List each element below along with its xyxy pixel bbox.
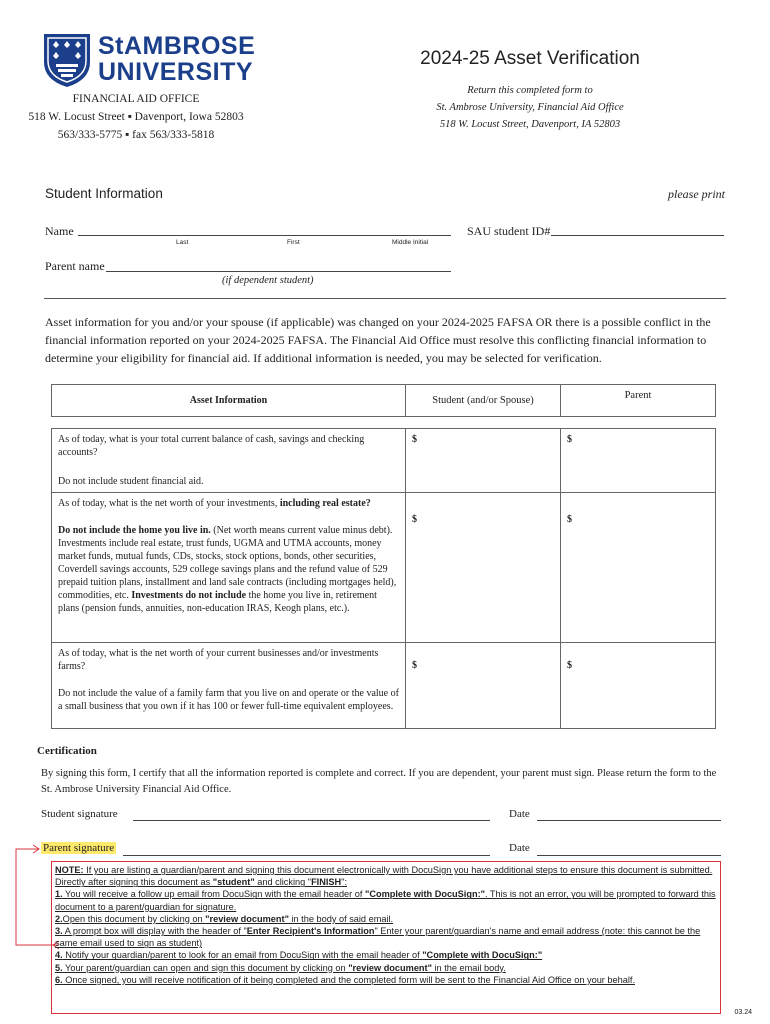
last-name-hint: Last	[176, 239, 189, 246]
row2-bold2: Investments do not include	[131, 590, 247, 601]
logo-text-line1: StAMBROSE	[98, 32, 256, 60]
student-date-field[interactable]	[537, 820, 721, 821]
row2-question-cell	[52, 493, 406, 643]
middle-initial-hint: Middle Initial	[392, 239, 429, 246]
row3-question: As of today, what is the net worth of your current businesses and/or investments farms?	[58, 648, 379, 672]
please-print-note: please print	[668, 187, 725, 201]
return-line2: St. Ambrose University, Financial Aid Office	[436, 102, 624, 113]
row1-question-cell	[52, 429, 406, 493]
parent-signature-label: Parent signature	[43, 842, 115, 854]
office-address-block	[20, 90, 252, 144]
sau-id-label: SAU student ID#	[467, 224, 551, 238]
parent-name-label: Parent name	[45, 259, 105, 273]
name-field[interactable]	[78, 235, 451, 236]
note-step-2: 2.Open this document by clicking on "review document" in the body of said email.	[55, 913, 394, 924]
return-line1: Return this completed form to	[467, 85, 593, 96]
spacer-row	[52, 417, 716, 429]
office-phone: 563/333-5775 ▪ fax 563/333-5818	[57, 129, 215, 141]
table-header-row	[52, 385, 716, 417]
office-name: FINANCIAL AID OFFICE	[72, 93, 200, 105]
form-title: 2024-25 Asset Verification	[420, 48, 640, 69]
table-row	[52, 643, 716, 729]
divider	[44, 298, 726, 299]
return-to-block	[380, 82, 680, 133]
row2-student-amount[interactable]: $	[406, 493, 561, 643]
student-date-label: Date	[509, 808, 530, 820]
asset-table	[51, 384, 716, 729]
version-label: 03.24	[734, 1009, 752, 1016]
logo-text-line2: UNIVERSITY	[98, 58, 254, 86]
note-step-6: 6. Once signed, you will receive notification of it being completed and the completed form will be sent to the Financial Aid Office on your behalf.	[55, 974, 635, 985]
docusign-note-box	[51, 861, 721, 1014]
student-signature-label: Student signature	[41, 808, 118, 820]
shield-icon	[42, 32, 92, 88]
note-intro: NOTE: If you are listing a guardian/parent and signing this document electronically with DocuSign you have additional steps to ensure this document is submitted. Directly after signing this document as "student" and clicking "FINISH":	[55, 865, 713, 888]
row2-question-bold: including real estate?	[279, 498, 371, 509]
parent-signature-field[interactable]	[123, 855, 490, 856]
student-info-heading: Student Information	[45, 186, 163, 201]
note-step-5: 5. Your parent/guardian can open and sign this document by clicking on "review document" in the email body.	[55, 962, 506, 973]
row2-details	[58, 524, 399, 615]
row2-text2: the home you live in, retirement plans (pension funds, annuities, non-education IRAS, Keogh plans, etc.).	[58, 590, 377, 614]
col-student-header: Student (and/or Spouse)	[406, 385, 561, 417]
university-logo	[42, 32, 256, 88]
parent-name-field[interactable]	[106, 271, 451, 272]
row2-text1: (Net worth means current value minus debt). Investments include real estate, trust funds, UGMA and UTMA accounts, money market funds, mutual funds, CDs, stocks, stock options, bonds, other securities, Coverdell savings accounts, 529 college savings plans and the refund value of 529 prepaid tuition plans, installment and land sale contracts (including mortgages held), commodities, etc.	[58, 525, 397, 601]
row1-parent-amount[interactable]: $	[561, 429, 716, 493]
row2-question	[58, 497, 399, 510]
row3-note: Do not include the value of a family farm that you live on and operate or the value of a small business that you own if it has 100 or fewer full-time equivalent employees.	[58, 688, 399, 712]
certification-heading: Certification	[37, 745, 97, 757]
note-step-3: 3. A prompt box will display with the header of "Enter Recipient's Information" Enter your parent/guardian's name and email address (note: this cannot be the same email used to sign as student)	[55, 926, 701, 949]
row3-parent-amount[interactable]: $	[561, 643, 716, 729]
row3-question-cell	[52, 643, 406, 729]
certification-text: By signing this form, I certify that all the information reported is complete and correct. If you are dependent, your parent must sign. Please return the form to the St. Ambrose University Financial Aid Office.	[41, 768, 717, 795]
dependent-note: (if dependent student)	[222, 275, 314, 286]
table-row	[52, 493, 716, 643]
col-parent-header: Parent	[561, 385, 716, 417]
row1-note: Do not include student financial aid.	[58, 476, 204, 487]
row2-bold1: Do not include the home you live in.	[58, 525, 211, 536]
table-row	[52, 429, 716, 493]
name-label: Name	[45, 224, 74, 238]
intro-paragraph: Asset information for you and/or your spouse (if applicable) was changed on your 2024-2025 FAFSA OR there is a possible conflict in the financial information reported on your 2024-2025 FAFSA. The Financial Aid Office must resolve this conflicting financial information to determine your eligibility for financial aid. If additional information is needed, you may be selected for verification.	[45, 315, 711, 365]
office-address: 518 W. Locust Street ▪ Davenport, Iowa 52803	[28, 111, 244, 123]
note-step-4: 4. Notify your guardian/parent to look for an email from DocuSign with the email header of "Complete with DocuSign:"	[55, 950, 543, 961]
row1-student-amount[interactable]: $	[406, 429, 561, 493]
sau-id-field[interactable]	[551, 235, 724, 236]
col-asset-header: Asset Information	[52, 385, 406, 417]
row1-question: As of today, what is your total current balance of cash, savings and checking accounts?	[58, 434, 365, 458]
first-name-hint: First	[287, 239, 300, 246]
row3-student-amount[interactable]: $	[406, 643, 561, 729]
parent-date-label: Date	[509, 842, 530, 854]
note-step-1: 1. You will receive a follow up email from DocuSign with the email header of "Complete with DocuSign:". This is not an error, you will be prompted to forward this document to a parent/guardian for signature.	[55, 889, 716, 912]
student-signature-field[interactable]	[133, 820, 490, 821]
row2-parent-amount[interactable]: $	[561, 493, 716, 643]
row2-question-text: As of today, what is the net worth of your investments,	[58, 498, 280, 509]
return-line3: 518 W. Locust Street, Davenport, IA 52803	[439, 119, 621, 130]
parent-date-field[interactable]	[537, 855, 721, 856]
